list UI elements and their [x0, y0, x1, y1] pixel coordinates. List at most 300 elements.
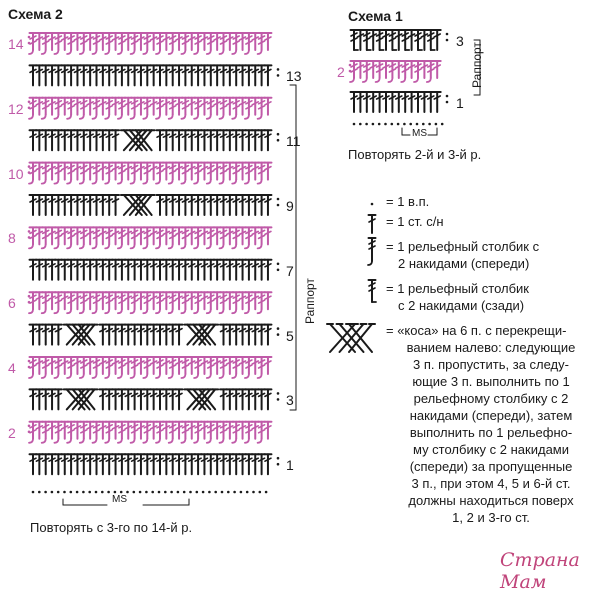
- stitch: [163, 98, 170, 115]
- stitch: [87, 163, 94, 180]
- stitch: [401, 61, 409, 82]
- stitch: [220, 422, 228, 443]
- stitch: [67, 98, 75, 119]
- stitch: [258, 260, 265, 280]
- stitch: [150, 163, 157, 180]
- stitch: [68, 454, 75, 474]
- stitch: [156, 33, 164, 54]
- stitch: [169, 195, 176, 215]
- stitch: [156, 227, 164, 248]
- stitch: [105, 33, 113, 54]
- stitch: [93, 195, 100, 215]
- stitch: [125, 65, 132, 85]
- stitch: [80, 227, 88, 248]
- scheme1-repeat-text: Повторять 2-й и 3-й р.: [348, 147, 482, 162]
- stitch: [150, 292, 157, 309]
- stitch: [157, 65, 164, 85]
- stitch: [150, 325, 157, 345]
- stitch: [176, 422, 183, 439]
- stitch: [156, 98, 164, 119]
- scheme1-row-number: 2: [337, 64, 345, 80]
- stitch: [207, 65, 214, 85]
- stitch: [131, 260, 138, 280]
- stitch: [36, 227, 43, 244]
- stitch: [125, 357, 132, 374]
- stitch: [357, 30, 364, 50]
- stitch: [245, 163, 253, 184]
- stitch: [169, 98, 177, 119]
- stitch: [188, 33, 195, 50]
- stitch: [194, 227, 202, 248]
- stitch: [194, 163, 202, 184]
- stitch: [118, 422, 126, 443]
- stitch: [163, 357, 170, 374]
- stitch: [188, 260, 195, 280]
- stitch: [182, 195, 189, 215]
- stitch: [181, 227, 189, 248]
- stitch: [214, 98, 221, 115]
- stitch: [125, 163, 132, 180]
- stitch: [42, 422, 50, 443]
- stitch: [74, 33, 81, 50]
- stitch: [188, 130, 195, 150]
- scheme2-row-number: 14: [8, 36, 24, 52]
- scheme2-row-1: [30, 454, 280, 474]
- stitch: [232, 422, 240, 443]
- stitch: [207, 227, 215, 248]
- stitch: [427, 92, 434, 112]
- stitch: [201, 454, 208, 474]
- scheme1-row-number: 3: [456, 33, 464, 49]
- scheme2-ms-label: MS: [112, 494, 127, 505]
- stitch: [68, 65, 75, 85]
- stitch: [36, 357, 43, 374]
- scheme1-chart: [349, 30, 480, 135]
- stitch: [239, 33, 246, 50]
- legend-text-line: с 2 накидами (сзади): [398, 298, 525, 313]
- stitch: [137, 325, 144, 345]
- stitch: [214, 33, 221, 50]
- stitch: [383, 61, 390, 78]
- stitch: [36, 260, 43, 280]
- stitch: [163, 454, 170, 474]
- stitch: [220, 65, 227, 85]
- stitch: [30, 389, 37, 409]
- scheme2-base-chain: [32, 491, 268, 494]
- stitch: [131, 98, 139, 119]
- stitch: [157, 195, 164, 215]
- stitch: [220, 454, 227, 474]
- stitch: [370, 30, 377, 50]
- stitch: [181, 98, 189, 119]
- stitch: [42, 357, 50, 378]
- stitch: [99, 163, 106, 180]
- stitch: [376, 61, 384, 82]
- stitch: [143, 98, 151, 119]
- stitch: [195, 454, 202, 474]
- stitch: [112, 325, 119, 345]
- stitch: [389, 92, 396, 112]
- stitch: [49, 163, 56, 180]
- stitch: [68, 130, 75, 150]
- double-crochet-icon: [369, 215, 376, 233]
- stitch: [264, 227, 271, 244]
- stitch: [112, 33, 119, 50]
- stitch: [36, 163, 43, 180]
- stitch: [201, 195, 208, 215]
- stitch: [42, 33, 50, 54]
- stitch: [226, 422, 233, 439]
- scheme2-row-number: 7: [286, 262, 294, 279]
- stitch: [176, 454, 183, 474]
- stitch: [99, 292, 106, 309]
- stitch: [61, 260, 68, 280]
- scheme1-ms-label: MS: [412, 128, 427, 139]
- stitch: [55, 325, 62, 345]
- stitch: [214, 130, 221, 150]
- stitch: [144, 389, 151, 409]
- stitch: [163, 195, 170, 215]
- stitch: [49, 65, 56, 85]
- stitch: [42, 130, 49, 150]
- legend-icons: [327, 203, 376, 352]
- stitch: [125, 389, 132, 409]
- stitch: [150, 389, 157, 409]
- stitch: [112, 422, 119, 439]
- stitch: [80, 292, 88, 313]
- scheme2-row-number: 2: [8, 424, 16, 441]
- stitch: [137, 65, 144, 85]
- stitch: [258, 292, 266, 313]
- stitch: [226, 325, 233, 345]
- stitch: [54, 33, 62, 54]
- stitch: [125, 227, 132, 244]
- stitch: [226, 227, 233, 244]
- scheme2-row-number: 10: [8, 165, 24, 182]
- stitch: [176, 195, 183, 215]
- stitch: [106, 195, 113, 215]
- stitch: [264, 357, 271, 374]
- cable-cross: [64, 389, 98, 409]
- stitch: [252, 65, 259, 85]
- stitch: [61, 195, 68, 215]
- stitch: [220, 98, 228, 119]
- stitch: [106, 65, 113, 85]
- stitch: [112, 357, 119, 374]
- stitch: [245, 292, 253, 313]
- stitch: [258, 98, 266, 119]
- stitch: [245, 260, 252, 280]
- stitch: [214, 357, 221, 374]
- stitch: [93, 357, 101, 378]
- stitch: [157, 325, 164, 345]
- stitch: [67, 227, 75, 248]
- stitch: [176, 33, 183, 50]
- cable-cross: [121, 195, 155, 215]
- stitch: [144, 454, 151, 474]
- stitch: [232, 292, 240, 313]
- stitch: [207, 130, 214, 150]
- legend-text-line: = 1 рельефный столбик с: [386, 239, 540, 254]
- stitch: [169, 325, 176, 345]
- stitch: [61, 422, 68, 439]
- stitch: [214, 163, 221, 180]
- stitch: [99, 260, 106, 280]
- watermark: Страна Мам: [500, 549, 580, 593]
- stitch: [61, 357, 68, 374]
- scheme2-row-4: [28, 357, 272, 378]
- stitch: [239, 389, 246, 409]
- stitch: [74, 130, 81, 150]
- stitch: [245, 357, 253, 378]
- stitch: [258, 325, 265, 345]
- stitch: [181, 422, 189, 443]
- stitch: [36, 454, 43, 474]
- stitch: [258, 389, 265, 409]
- stitch: [87, 260, 94, 280]
- stitch: [188, 227, 195, 244]
- stitch: [233, 65, 240, 85]
- stitch: [207, 195, 214, 215]
- stitch: [239, 130, 246, 150]
- front-post-stitch-icon: [368, 238, 376, 265]
- stitch: [239, 357, 246, 374]
- stitch: [80, 454, 87, 474]
- scheme1-row-3: [351, 30, 449, 50]
- stitch: [93, 227, 101, 248]
- stitch: [181, 357, 189, 378]
- stitch: [188, 65, 195, 85]
- stitch: [55, 195, 62, 215]
- stitch: [163, 227, 170, 244]
- stitch: [252, 195, 259, 215]
- scheme2-row-10: [28, 163, 272, 184]
- stitch: [245, 227, 253, 248]
- stitch: [264, 65, 271, 85]
- stitch: [264, 130, 271, 150]
- stitch: [176, 325, 183, 345]
- scheme2-row-number: 4: [8, 360, 16, 376]
- stitch: [169, 163, 177, 184]
- stitch: [118, 163, 126, 184]
- scheme2-row-number: 9: [286, 198, 294, 214]
- scheme2-rapport-label: Раппорт: [303, 278, 317, 324]
- stitch: [55, 389, 62, 409]
- stitch: [245, 195, 252, 215]
- stitch: [118, 389, 125, 409]
- stitch: [42, 292, 50, 313]
- legend-text-line: = 1 в.п.: [386, 194, 430, 209]
- legend-text-line: ванием налево: следующие: [406, 340, 576, 355]
- stitch: [163, 65, 170, 85]
- stitch: [239, 65, 246, 85]
- stitch: [61, 65, 68, 85]
- stitch: [188, 454, 195, 474]
- stitch: [220, 292, 228, 313]
- stitch: [188, 357, 195, 374]
- stitch: [36, 65, 43, 85]
- stitch: [106, 260, 113, 280]
- stitch: [220, 389, 227, 409]
- stitch: [49, 195, 56, 215]
- stitch: [74, 454, 81, 474]
- stitch: [402, 92, 409, 112]
- stitch: [105, 422, 113, 443]
- legend-text-line: выполнить по 1 рельефно-: [409, 425, 573, 440]
- stitch: [36, 98, 43, 115]
- stitch: [131, 389, 138, 409]
- scheme1-row-2: [349, 61, 441, 82]
- stitch: [156, 422, 164, 443]
- stitch: [61, 292, 68, 309]
- stitch: [42, 325, 49, 345]
- stitch: [226, 163, 233, 180]
- stitch: [143, 292, 151, 313]
- stitch: [137, 292, 144, 309]
- stitch: [395, 92, 402, 112]
- stitch: [195, 65, 202, 85]
- stitch: [61, 98, 68, 115]
- stitch: [207, 292, 215, 313]
- stitch: [264, 260, 271, 280]
- stitch: [131, 163, 139, 184]
- cable-cross: [64, 325, 98, 345]
- stitch: [351, 30, 359, 50]
- stitch: [258, 130, 265, 150]
- scheme2-row-5: [30, 325, 280, 345]
- legend-text-line: 3 п. пропустить, за следу-: [413, 357, 569, 372]
- stitch: [188, 98, 195, 115]
- stitch: [252, 130, 259, 150]
- stitch: [93, 163, 101, 184]
- stitch: [80, 130, 87, 150]
- stitch: [252, 98, 259, 115]
- stitch: [195, 130, 202, 150]
- stitch: [80, 98, 88, 119]
- stitch: [150, 260, 157, 280]
- stitch: [150, 422, 157, 439]
- stitch: [125, 325, 132, 345]
- stitch: [80, 195, 87, 215]
- scheme2-row-3: [30, 389, 280, 409]
- stitch: [93, 33, 101, 54]
- stitch: [93, 65, 100, 85]
- stitch: [118, 65, 125, 85]
- stitch: [245, 325, 252, 345]
- stitch: [74, 65, 81, 85]
- stitch: [80, 357, 88, 378]
- stitch: [67, 357, 75, 378]
- scheme2-row-14: [28, 33, 272, 54]
- stitch: [99, 130, 106, 150]
- stitch: [264, 98, 271, 115]
- stitch: [137, 357, 144, 374]
- stitch: [54, 422, 62, 443]
- stitch: [226, 98, 233, 115]
- stitch: [87, 195, 94, 215]
- stitch: [49, 260, 56, 280]
- stitch: [150, 357, 157, 374]
- stitch: [207, 33, 215, 54]
- stitch: [157, 130, 164, 150]
- stitch: [150, 227, 157, 244]
- stitch: [169, 357, 177, 378]
- stitch: [239, 454, 246, 474]
- stitch: [194, 422, 202, 443]
- stitch: [427, 30, 435, 50]
- scheme2-row-11: [30, 130, 280, 150]
- stitch: [163, 325, 170, 345]
- stitch: [176, 98, 183, 115]
- stitch: [42, 98, 50, 119]
- stitch: [54, 163, 62, 184]
- stitch: [157, 260, 164, 280]
- stitch: [421, 30, 428, 50]
- stitch: [395, 30, 402, 50]
- stitch: [125, 454, 132, 474]
- stitch: [169, 292, 177, 313]
- stitch: [61, 33, 68, 50]
- scheme2-row-number: 13: [286, 68, 302, 85]
- stitch: [434, 30, 441, 50]
- stitch: [226, 357, 233, 374]
- stitch: [42, 195, 49, 215]
- stitch: [214, 292, 221, 309]
- stitch: [55, 130, 62, 150]
- stitch: [131, 422, 139, 443]
- stitch: [220, 260, 227, 280]
- stitch: [194, 98, 202, 119]
- stitch: [214, 260, 221, 280]
- stitch: [118, 98, 126, 119]
- stitch: [54, 357, 62, 378]
- stitch: [233, 389, 240, 409]
- stitch: [106, 389, 113, 409]
- stitch: [87, 292, 94, 309]
- back-post-stitch-icon: [369, 280, 377, 302]
- stitch: [264, 33, 271, 50]
- stitch: [176, 130, 183, 150]
- stitch: [87, 422, 94, 439]
- stitch: [357, 61, 364, 78]
- stitch: [125, 422, 132, 439]
- stitch: [156, 292, 164, 313]
- stitch: [181, 33, 189, 54]
- stitch: [220, 33, 228, 54]
- stitch: [131, 292, 139, 313]
- stitch: [112, 292, 119, 309]
- stitch: [112, 454, 119, 474]
- stitch: [99, 65, 106, 85]
- legend-text-line: = «коса» на 6 п. с перекрещи-: [386, 323, 567, 338]
- stitch: [137, 163, 144, 180]
- stitch: [245, 98, 253, 119]
- stitch: [29, 98, 37, 119]
- legend-text-line: = 1 рельефный столбик: [386, 281, 529, 296]
- stitch: [245, 65, 252, 85]
- stitch: [188, 292, 195, 309]
- stitch: [408, 92, 415, 112]
- stitch: [214, 65, 221, 85]
- stitch: [201, 163, 208, 180]
- stitch: [150, 65, 157, 85]
- stitch: [252, 163, 259, 180]
- stitch: [143, 227, 151, 248]
- stitch: [239, 292, 246, 309]
- stitch: [176, 292, 183, 309]
- stitch: [226, 65, 233, 85]
- stitch: [36, 195, 43, 215]
